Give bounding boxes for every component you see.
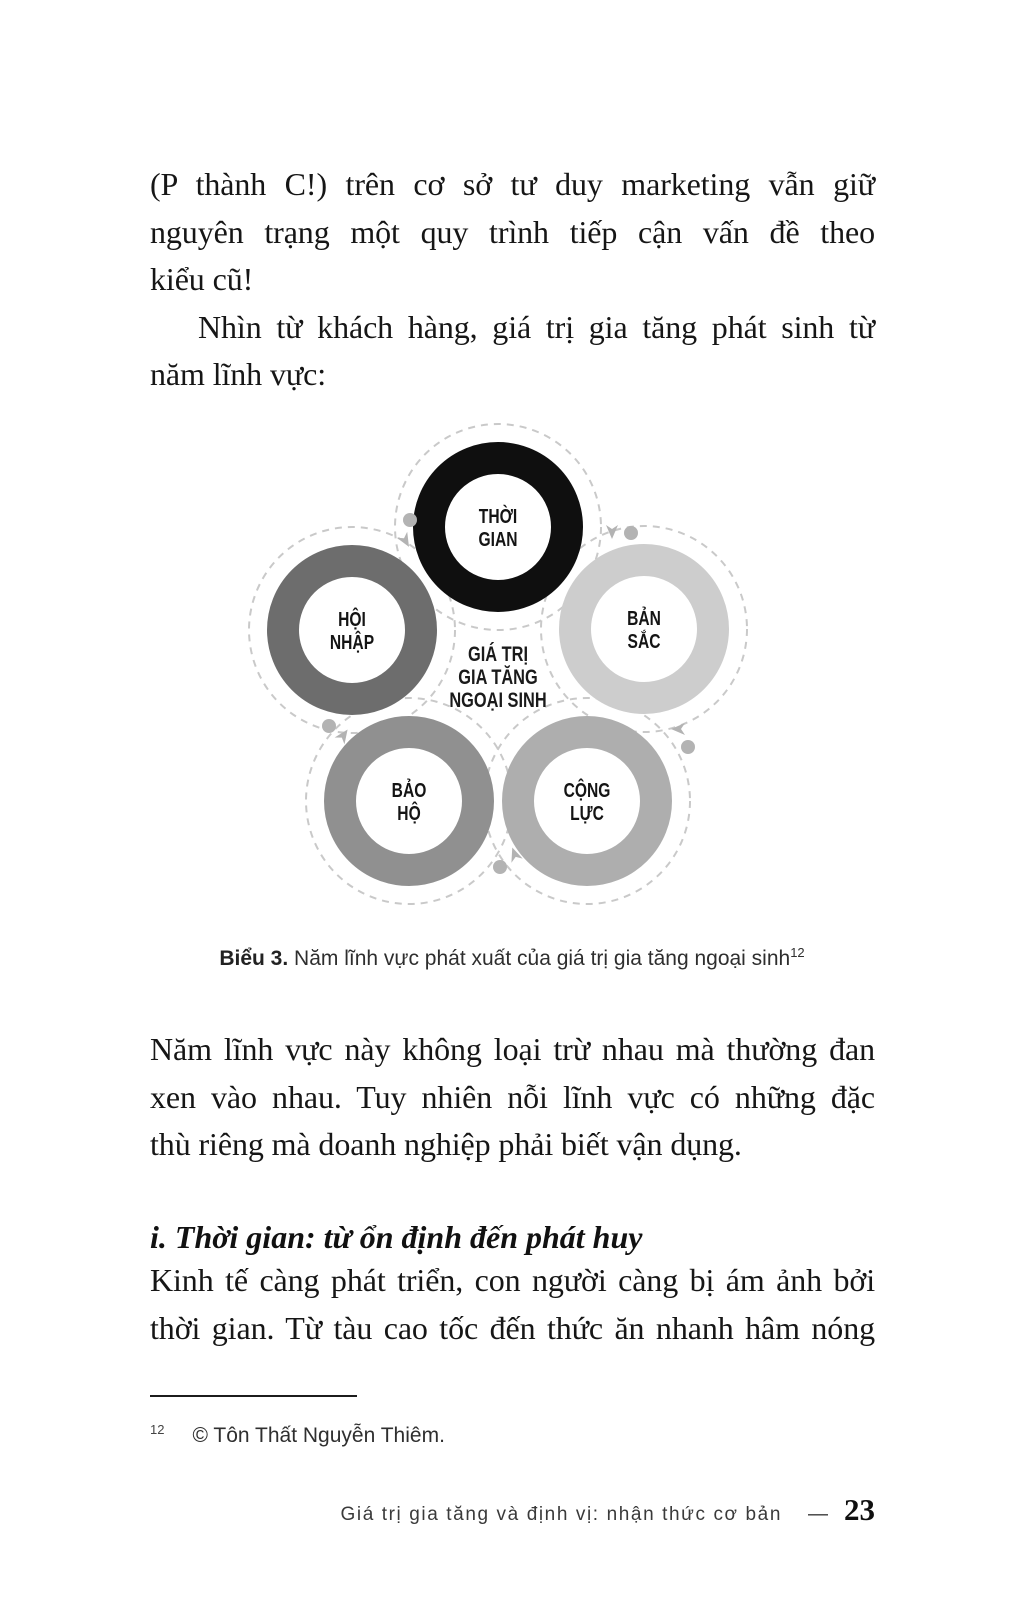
body-line: Nhìn từ khách hàng, giá trị gia tăng phát sinh từ (198, 308, 875, 345)
body-line: thời gian. Từ tàu cao tốc đến thức ăn nhanh hâm nóng (150, 1309, 875, 1346)
footnote (150, 1416, 875, 1450)
body-paragraph-4 (150, 1257, 875, 1352)
body-line: nguyên trạng một quy trình tiếp cận vấn đề theo (150, 213, 875, 250)
footnote-text: © Tôn Thất Nguyễn Thiêm. (192, 1424, 445, 1447)
flow-dot (322, 719, 336, 733)
page-number: 23 (844, 1492, 875, 1527)
body-line: thù riêng mà doanh nghiệp phải biết vận dụng. (150, 1126, 742, 1162)
footer-dash: — (808, 1503, 828, 1525)
flow-dot (624, 526, 638, 540)
page-footer (150, 1492, 875, 1528)
body-line: năm lĩnh vực: (150, 356, 327, 392)
figure-caption-text: Năm lĩnh vực phát xuất của giá trị gia tăng ngoại sinh (288, 947, 791, 970)
body-paragraph-1 (150, 161, 875, 304)
value-added-diagram (245, 408, 755, 908)
flow-arrow-icon (671, 723, 685, 735)
footnote-marker: 12 (150, 1422, 165, 1437)
figure-caption (0, 939, 1024, 973)
body-line: Năm lĩnh vực này không loại trừ nhau mà thường đan (150, 1031, 875, 1067)
running-title: Giá trị gia tăng và định vị: nhận thức cơ bản (340, 1504, 782, 1525)
node-label-cong-luc: CỘNG LỰC (563, 779, 611, 825)
node-label-thoi-gian: THỜI GIAN (478, 505, 518, 551)
node-label-hoi-nhap: HỘI NHẬP (329, 608, 375, 654)
figure-caption-footnote-ref: 12 (790, 945, 805, 960)
body-paragraph-2 (150, 304, 875, 399)
node-label-ban-sac: BẢN SẮC (627, 607, 661, 653)
footnote-divider (150, 1395, 357, 1397)
body-line: Kinh tế càng phát triển, con người càng bị ám ảnh bởi (150, 1262, 875, 1298)
flow-dot (403, 513, 417, 527)
flow-dot (681, 740, 695, 754)
figure-caption-label: Biểu 3. (219, 947, 289, 970)
diagram-center-label: GIÁ TRỊ GIA TĂNG NGOẠI SINH (449, 642, 547, 712)
body-paragraph-3 (150, 1026, 875, 1169)
flow-dot (493, 860, 507, 874)
section-heading: i. Thời gian: từ ổn định đến phát huy (150, 1218, 643, 1255)
node-label-bao-ho: BẢO HỘ (391, 779, 427, 825)
body-line: kiểu cũ! (150, 261, 254, 297)
body-line: (P thành C!) trên cơ sở tư duy marketing vẫn giữ (150, 166, 875, 202)
body-line: xen vào nhau. Tuy nhiên nỗi lĩnh vực có những đặc (150, 1078, 875, 1115)
